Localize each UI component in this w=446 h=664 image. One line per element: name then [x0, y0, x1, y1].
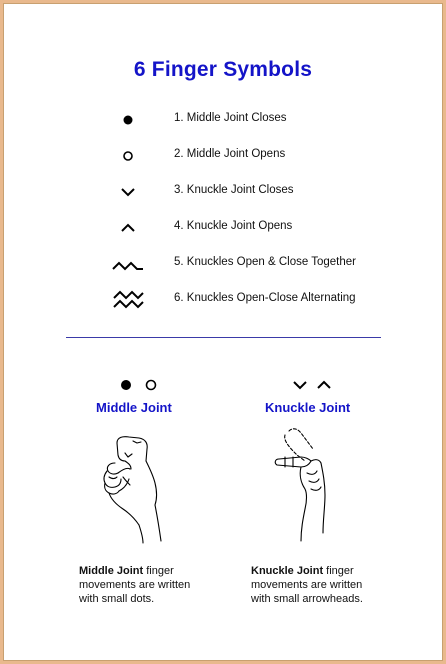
- symbol-label-5: 5. Knuckles Open & Close Together: [174, 256, 356, 268]
- symbol-label-1: 1. Middle Joint Closes: [174, 112, 287, 124]
- middle-joint-heading: Middle Joint: [96, 400, 172, 415]
- stacked-wave-icon: [109, 289, 145, 313]
- symbol-label-6: 6. Knuckles Open-Close Alternating: [174, 292, 356, 304]
- middle-joint-symbols: [115, 375, 165, 395]
- middle-joint-hand-illustration: [95, 433, 185, 550]
- chevron-up-icon: [109, 217, 145, 241]
- page-title: 6 Finger Symbols: [133, 58, 313, 81]
- chevron-down-icon: [109, 181, 145, 205]
- symbol-label-3: 3. Knuckle Joint Closes: [174, 184, 294, 196]
- double-wave-icon: [109, 253, 145, 277]
- symbol-row-3: [3, 181, 443, 205]
- knuckle-joint-caption-bold: Knuckle Joint: [251, 565, 324, 577]
- chevron-down-icon: [294, 382, 306, 388]
- knuckle-joint-caption-line-3: with small arrowheads.: [251, 593, 363, 605]
- filled-dot-icon: [109, 109, 145, 133]
- chevron-up-icon: [318, 382, 330, 388]
- knuckle-joint-heading: Knuckle Joint: [265, 400, 351, 415]
- knuckle-joint-symbols: [289, 375, 339, 395]
- filled-dot-icon: [121, 380, 131, 390]
- symbol-row-6: [3, 289, 443, 313]
- middle-joint-caption-line-1: [79, 564, 190, 578]
- middle-joint-caption-bold: Middle Joint: [79, 565, 144, 577]
- middle-joint-caption-line-2: movements are written: [79, 579, 191, 591]
- knuckle-joint-caption-rest: finger: [323, 565, 354, 577]
- middle-joint-caption-rest: finger: [143, 565, 174, 577]
- open-circle-icon: [147, 381, 156, 390]
- knuckle-joint-caption: [251, 564, 363, 606]
- middle-joint-caption: [79, 564, 190, 606]
- open-circle-icon: [109, 145, 145, 169]
- symbol-row-2: [3, 145, 443, 169]
- knuckle-joint-hand-illustration: [271, 423, 361, 550]
- symbol-row-5: [3, 253, 443, 277]
- symbol-row-4: [3, 217, 443, 241]
- knuckle-joint-caption-line-2: movements are written: [251, 579, 363, 591]
- knuckle-joint-caption-line-1: [251, 564, 363, 578]
- middle-joint-caption-line-3: with small dots.: [79, 593, 155, 605]
- symbol-label-2: 2. Middle Joint Opens: [174, 148, 286, 160]
- symbol-row-1: [3, 109, 443, 133]
- symbol-label-4: 4. Knuckle Joint Opens: [174, 220, 293, 232]
- section-divider: [66, 337, 381, 338]
